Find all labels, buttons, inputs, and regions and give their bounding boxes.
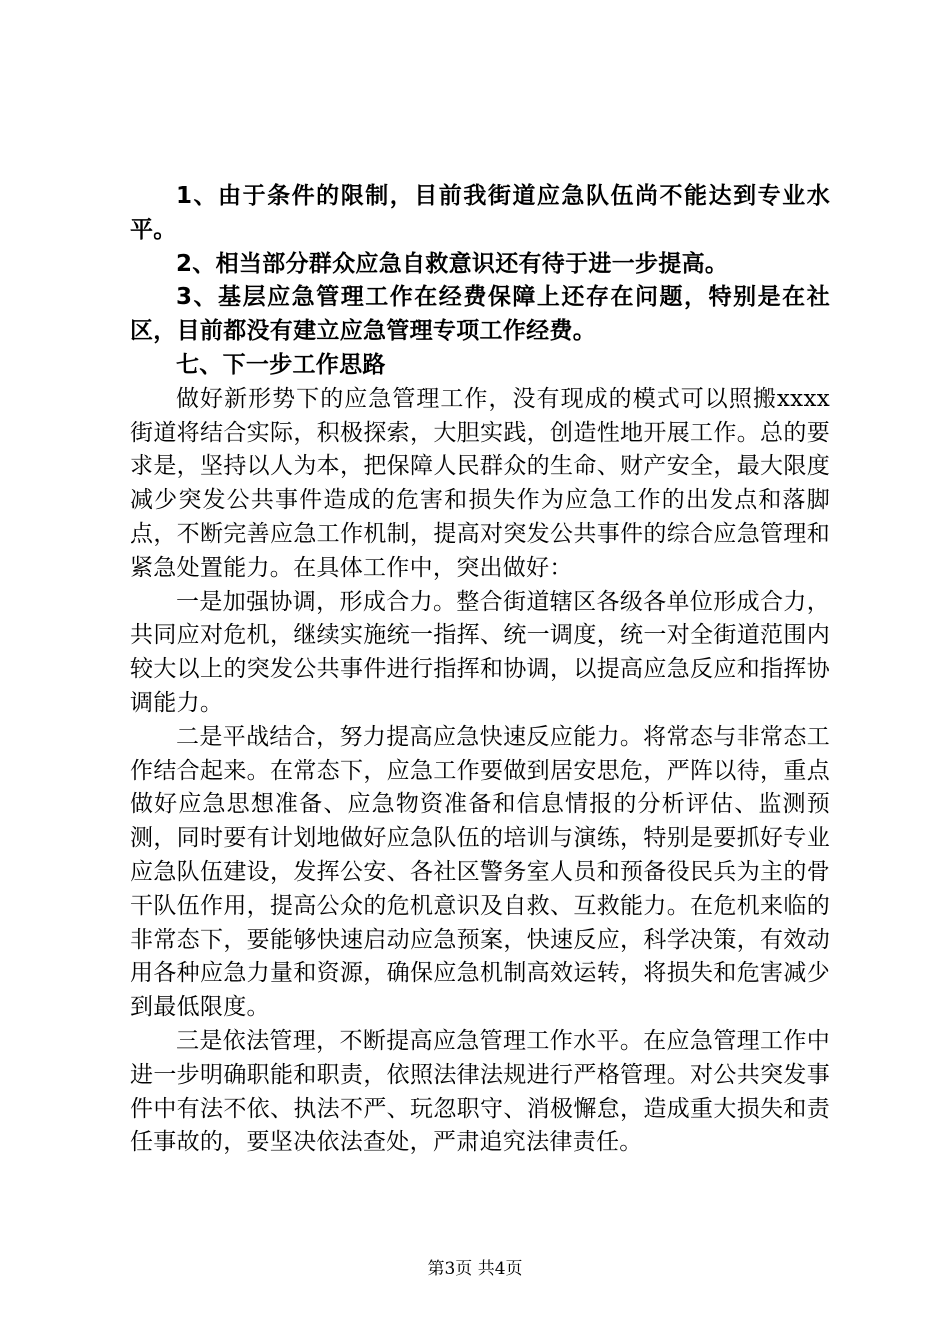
document-body: [130, 180, 830, 1160]
paragraph-point-3: 三是依法管理，不断提高应急管理工作水平。在应急管理工作中进一步明确职能和职责，依照法律法规进行严格管理。对公共突发事件中有法不依、执法不严、玩忽职守、消极懈怠，造成重大损失和责任事故的，要坚决依法查处，严肃追究法律责任。: [130, 1027, 830, 1156]
page-footer: 第3页 共4页: [427, 1259, 523, 1279]
paragraph-issue-2: 2、相当部分群众应急自救意识还有待于进一步提高。: [176, 250, 729, 277]
paragraph-intro: 做好新形势下的应急管理工作，没有现成的模式可以照搬xxxx街道将结合实际，积极探索，大胆实践，创造性地开展工作。总的要求是，坚持以人为本，把保障人民群众的生命、财产安全，最大限度减少突发公共事件造成的危害和损失作为应急工作的出发点和落脚点，不断完善应急工作机制，提高对突发公共事件的综合应急管理和紧急处置能力。在具体工作中，突出做好：: [130, 385, 830, 581]
paragraph-point-2: 二是平战结合，努力提高应急快速反应能力。将常态与非常态工作结合起来。在常态下，应急工作要做到居安思危，严阵以待，重点做好应急思想准备、应急物资准备和信息情报的分析评估、监测预测，同时要有计划地做好应急队伍的培训与演练，特别是要抓好专业应急队伍建设，发挥公安、各社区警务室人员和预备役民兵为主的骨干队伍作用，提高公众的危机意识及自救、互救能力。在危机来临的非常态下，要能够快速启动应急预案，快速反应，科学决策，有效动用各种应急力量和资源，确保应急机制高效运转，将损失和危害减少到最低限度。: [130, 723, 830, 1021]
paragraph-issue-3: 3、基层应急管理工作在经费保障上还存在问题，特别是在社区，目前都没有建立应急管理专项工作经费。: [130, 284, 830, 345]
paragraph-point-1: 一是加强协调，形成合力。整合街道辖区各级各单位形成合力，共同应对危机，继续实施统一指挥、统一调度，统一对全街道范围内较大以上的突发公共事件进行指挥和协调，以提高应急反应和指挥协调能力。: [130, 588, 830, 716]
paragraph-issue-1: 1、由于条件的限制，目前我街道应急队伍尚不能达到专业水平。: [130, 183, 830, 243]
section-heading: 七、下一步工作思路: [176, 351, 386, 378]
